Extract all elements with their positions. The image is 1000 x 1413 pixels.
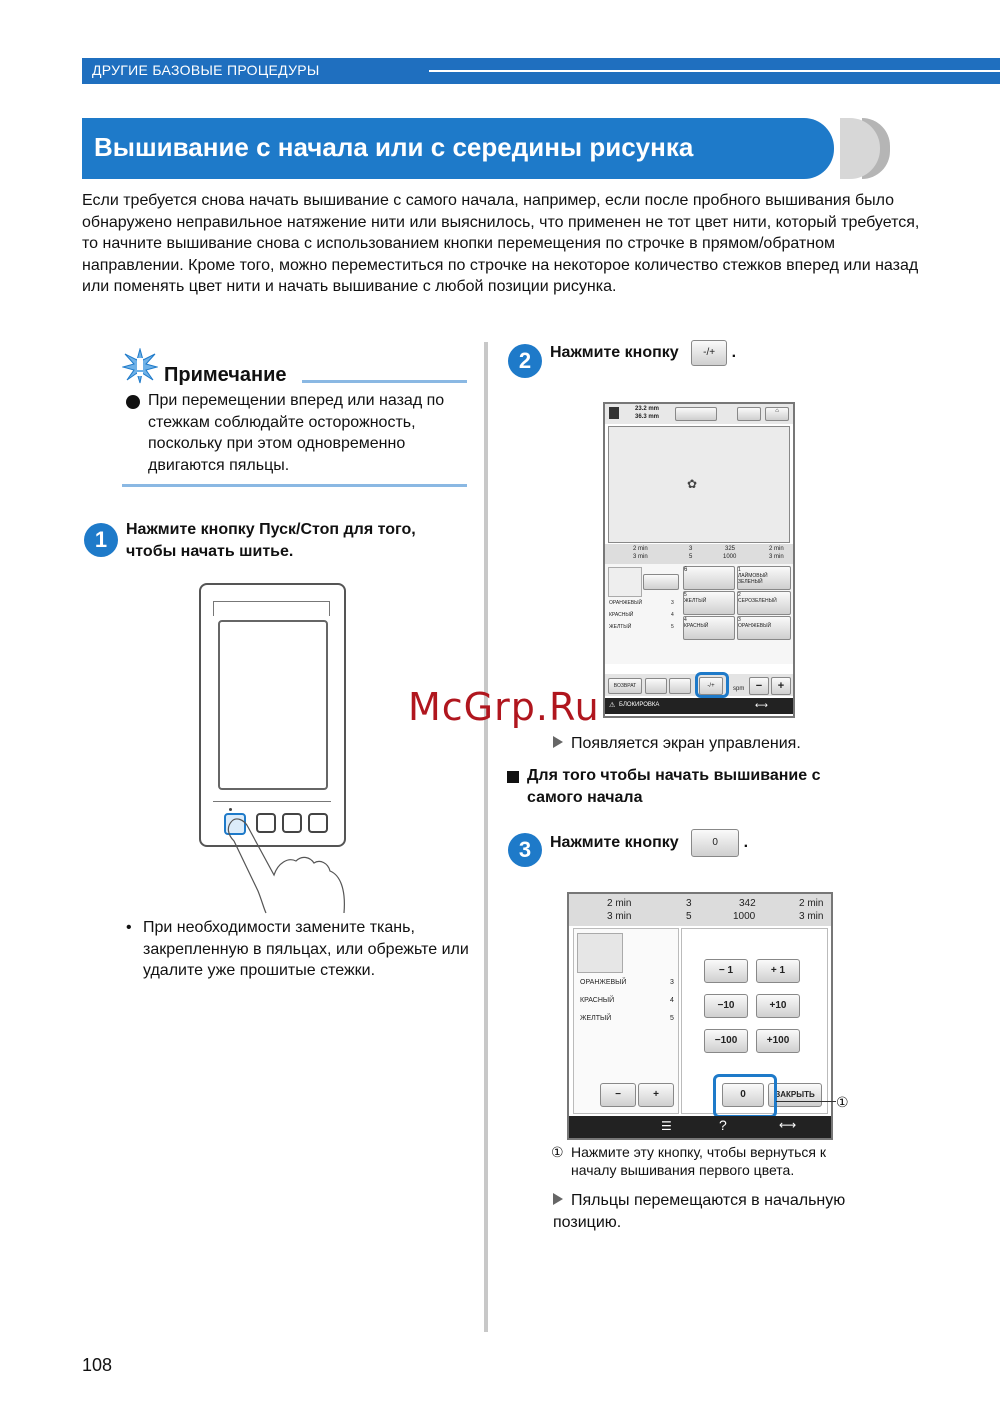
forward-1-button[interactable]: + 1 bbox=[756, 959, 800, 983]
needle-num: 4 bbox=[684, 617, 687, 623]
panel-divider bbox=[213, 801, 331, 802]
list-color-num: 5 bbox=[670, 1015, 674, 1022]
highlight-frame bbox=[713, 1074, 777, 1118]
size-icon bbox=[609, 407, 619, 419]
status-counters bbox=[569, 894, 831, 926]
needle-color: КРАСНЫЙ bbox=[684, 623, 709, 629]
needle-color-button[interactable] bbox=[737, 616, 791, 640]
color-panel bbox=[605, 564, 793, 664]
color-sort-button[interactable] bbox=[643, 574, 679, 590]
bullet-mark: • bbox=[126, 919, 132, 936]
step1-bullet-text: При необходимости замените ткань, закрепленную в пяльцах, или обрежьте или удалите уже прошитые стежки. bbox=[143, 919, 469, 979]
needle-num: 3 bbox=[738, 617, 741, 623]
warning-icon: ⚠ bbox=[609, 702, 616, 709]
bottom-status-bar bbox=[605, 698, 793, 714]
note-icon bbox=[122, 348, 158, 384]
home-button[interactable]: ⌂ bbox=[765, 407, 789, 421]
section-rule bbox=[429, 70, 1000, 72]
step-suffix: . bbox=[731, 344, 737, 362]
forward-back-screen bbox=[567, 892, 833, 1140]
size-height: 36.3 mm bbox=[635, 414, 660, 420]
back-10-button[interactable]: −10 bbox=[704, 994, 748, 1018]
stitch-total: 1000 bbox=[733, 911, 756, 922]
needle-num: 5 bbox=[684, 592, 687, 598]
time-remaining: 3 min bbox=[607, 911, 632, 922]
forward-back-button[interactable]: -/+ bbox=[699, 677, 723, 695]
time-total: 2 min bbox=[633, 546, 648, 552]
list-icon: ☰ bbox=[661, 1119, 672, 1133]
section-header-band bbox=[82, 58, 1000, 84]
design-preview bbox=[608, 426, 790, 543]
result-line bbox=[553, 1190, 883, 1233]
color-total: 5 bbox=[689, 554, 693, 560]
square-bullet bbox=[507, 771, 519, 783]
sewing-screen bbox=[603, 402, 795, 718]
intro-paragraph: Если требуется снова начать вышивание с самого начала, например, если после пробного вышивания было обнаружено неправильное натяжение нити или выяснилось, что применен не тот цвет нити, который требуется, то начните вышивание снова с использованием кнопки перемещения по строчке в прямом/обратном направлении. Кроме того, можно переместиться по строчке на некоторое количество стежков вперед или назад или поменять цвет нити и начать вышивание с любой позиции рисунка. bbox=[82, 192, 920, 295]
status-counters bbox=[605, 544, 793, 564]
step-number: 3 bbox=[508, 833, 542, 867]
help-icon[interactable]: ? bbox=[719, 1117, 727, 1133]
step-text: Нажмите кнопку bbox=[550, 344, 679, 362]
needle-color-button[interactable] bbox=[683, 591, 735, 615]
time-color-total: 3 min bbox=[769, 554, 784, 560]
stitch-current: 342 bbox=[739, 898, 756, 909]
list-color-num: 4 bbox=[671, 612, 674, 618]
forward-back-button[interactable]: -/+ bbox=[691, 340, 727, 366]
width-icon: ⟷ bbox=[779, 1118, 797, 1132]
zero-button[interactable]: 0 bbox=[722, 1083, 764, 1107]
arrow-icon bbox=[553, 1193, 563, 1205]
back-1-button[interactable]: − 1 bbox=[704, 959, 748, 983]
color-total: 5 bbox=[686, 911, 692, 922]
needle-num: 2 bbox=[738, 592, 741, 598]
note-rule bbox=[302, 380, 467, 383]
thumbnail bbox=[577, 933, 623, 973]
list-color-name: ОРАНЖЕВЫЙ bbox=[580, 979, 627, 986]
list-color-name: ЖЕЛТЫЙ bbox=[609, 624, 632, 630]
callout-number: ① bbox=[836, 1094, 849, 1110]
page-number: 108 bbox=[82, 1355, 113, 1375]
time-remaining: 3 min bbox=[633, 554, 648, 560]
needle-color-button[interactable] bbox=[737, 566, 791, 590]
needle-color-button[interactable] bbox=[737, 591, 791, 615]
close-button[interactable]: ЗАКРЫТЬ bbox=[768, 1083, 822, 1107]
list-color-name: КРАСНЫЙ bbox=[609, 612, 634, 618]
note-text: При перемещении вперед или назад по стежкам соблюдайте осторожность, поскольку при этом одновременно двигаются пяльцы. bbox=[148, 392, 445, 474]
back-100-button[interactable]: −100 bbox=[704, 1029, 748, 1053]
screen-top-bar bbox=[605, 404, 793, 424]
section-title: ДРУГИЕ БАЗОВЫЕ ПРОЦЕДУРЫ bbox=[92, 62, 320, 78]
step-line bbox=[550, 829, 748, 857]
page-title: Вышивание с начала или с середины рисунка bbox=[94, 132, 694, 162]
step-line bbox=[550, 340, 736, 366]
color-current: 3 bbox=[689, 546, 693, 552]
callout-marker: ① bbox=[551, 1144, 564, 1160]
time-color: 2 min bbox=[799, 898, 824, 909]
callout-note: Нажмите эту кнопку, чтобы вернуться к началу вышивания первого цвета. bbox=[571, 1144, 827, 1178]
step-number: 2 bbox=[508, 344, 542, 378]
note-title: Примечание bbox=[164, 364, 287, 386]
stitch-total: 1000 bbox=[723, 554, 737, 560]
speed-down-button[interactable]: − bbox=[749, 677, 769, 695]
bottom-bar bbox=[569, 1116, 831, 1138]
needle-color: СЕРОЗЕЛЕНЫЙ bbox=[738, 598, 777, 604]
needle-color: ЛАЙМОВЫЙ ЗЕЛЕНЫЙ bbox=[738, 573, 768, 585]
thumbnail bbox=[608, 567, 642, 597]
step-text: Нажмите кнопку Пуск/Стоп для того, чтобы начать шитье. bbox=[126, 521, 416, 560]
width-icon: ⟷ bbox=[755, 700, 768, 710]
needle-color: ЖЕЛТЫЙ bbox=[684, 598, 707, 604]
arrow-icon bbox=[553, 736, 563, 748]
result-text: Появляется экран управления. bbox=[571, 735, 801, 752]
needle-num: 6 bbox=[684, 567, 688, 573]
list-color-num: 4 bbox=[670, 997, 674, 1004]
callout-line bbox=[776, 1101, 836, 1102]
color-current: 3 bbox=[686, 898, 692, 909]
step-suffix: . bbox=[743, 834, 749, 852]
time-total: 2 min bbox=[607, 898, 632, 909]
needle-color: ОРАНЖЕВЫЙ bbox=[738, 623, 772, 629]
step-text: Нажмите кнопку bbox=[550, 834, 679, 852]
trial-button[interactable] bbox=[645, 678, 667, 694]
highlight-frame bbox=[695, 672, 729, 698]
needle-color-button[interactable] bbox=[683, 566, 735, 590]
result-line bbox=[553, 733, 801, 755]
list-color-num: 5 bbox=[671, 624, 674, 630]
watermark: McGrp.Ru bbox=[408, 685, 600, 729]
list-color-name: КРАСНЫЙ bbox=[580, 997, 615, 1004]
forward-100-button[interactable]: +100 bbox=[756, 1029, 800, 1053]
zero-button[interactable]: 0 bbox=[691, 829, 739, 857]
result-text: Пяльцы перемещаются в начальную позицию. bbox=[553, 1192, 846, 1231]
panel-frame bbox=[213, 601, 330, 616]
color-back-button[interactable]: − bbox=[600, 1083, 636, 1107]
speed-up-button[interactable]: + bbox=[771, 677, 791, 695]
list-color-name: ЖЕЛТЫЙ bbox=[580, 1015, 612, 1022]
list-color-num: 3 bbox=[670, 979, 674, 986]
layout-button[interactable] bbox=[675, 407, 717, 421]
color-forward-button[interactable]: + bbox=[638, 1083, 674, 1107]
list-color-name: ОРАНЖЕВЫЙ bbox=[609, 600, 643, 606]
lock-button[interactable]: БЛОКИРОВКА bbox=[619, 702, 660, 708]
subheading: Для того чтобы начать вышивание с самого начала bbox=[527, 767, 821, 806]
design-motif-icon: ✿ bbox=[687, 477, 698, 491]
thread-button[interactable] bbox=[669, 678, 691, 694]
display-button[interactable] bbox=[737, 407, 761, 421]
stitch-current: 325 bbox=[725, 546, 736, 552]
lcd-screen bbox=[218, 620, 328, 790]
page-title-bar bbox=[82, 118, 834, 179]
color-list-panel bbox=[573, 928, 679, 1114]
list-color-num: 3 bbox=[671, 600, 674, 606]
size-width: 23.2 mm bbox=[635, 406, 660, 412]
column-divider bbox=[484, 342, 488, 1332]
return-button[interactable]: ВОЗВРАТ bbox=[608, 678, 642, 694]
needle-num: 1 bbox=[738, 567, 741, 573]
speed-unit: spm bbox=[733, 686, 745, 692]
time-color-total: 3 min bbox=[799, 911, 824, 922]
note-rule-bottom bbox=[122, 484, 467, 487]
forward-10-button[interactable]: +10 bbox=[756, 994, 800, 1018]
bullet-dot bbox=[126, 395, 140, 409]
pointing-hand-icon bbox=[218, 805, 358, 915]
needle-color-button[interactable] bbox=[683, 616, 735, 640]
time-color: 2 min bbox=[769, 546, 784, 552]
step-number: 1 bbox=[84, 523, 118, 557]
